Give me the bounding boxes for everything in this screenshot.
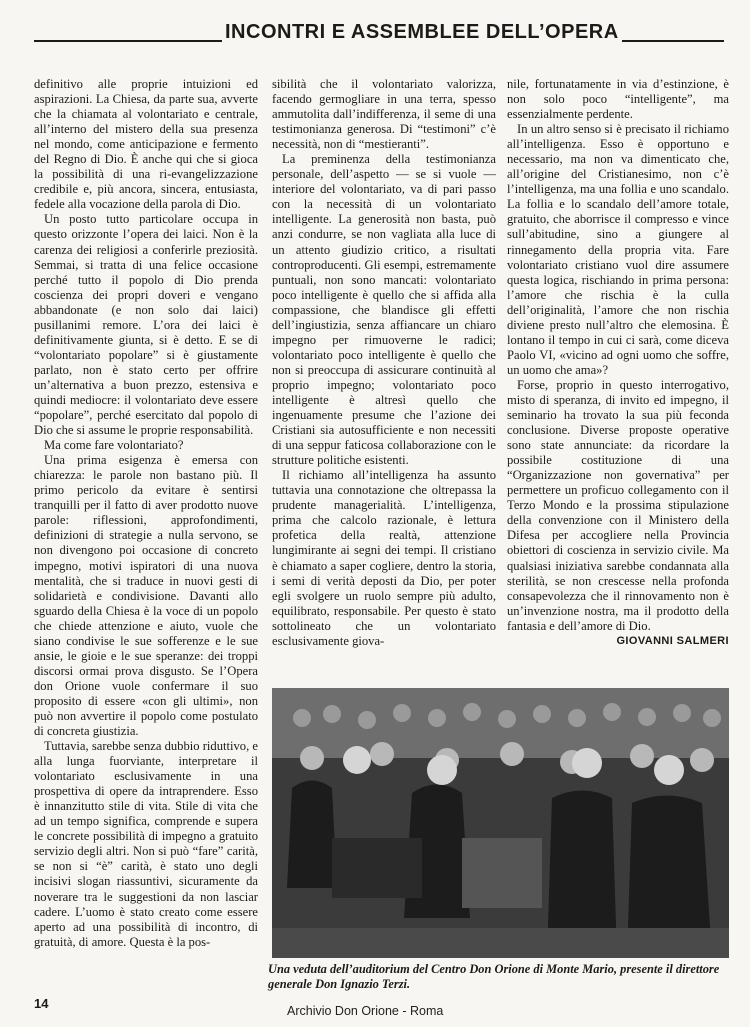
paragraph: Una prima esigenza è emersa con chiarezza: le parole non bastano più. Il primo pericolo da evitare è sentirsi tranquilli per il fatto di aver prodotto nuove parole: riflessioni, approfondimenti, definizioni di strategie a nulla servono, se non divengono poi occasione di concreto impegno, motivi ispiratori di una nuova mentalità, che si traduce in nuovi gesti di solidarietà e condivisione. Davanti allo sguardo della Chiesa è la voce di un popolo che chiede attenzione e aiuto, vuole che siano condivise le sue sofferenze e le sue ansie, le gioie e le sue speranze: dei troppi discorsi ormai prova disgusto. Se l’Opera don Orione vuole confermare il suo proposito di essere «con gli ultimi», non può non avvertire il popolo come postulato di concreta giustizia. [34, 453, 258, 739]
section-title: INCONTRI E ASSEMBLEE DELL’OPERA [222, 21, 622, 44]
paragraph: nile, fortunatamente in via d’estinzione, è non solo poco “intelligente”, ma essenzialmente perdente. [507, 77, 729, 122]
article-column-1 [34, 77, 258, 950]
paragraph: definitivo alle proprie intuizioni ed aspirazioni. La Chiesa, da parte sua, avverte che la chiamata al volontariato e centrale, all’interno del mistero della sua presenza nel mondo, come anticipazione e fermento del Regno di Dio. È anche qui che si gioca la possibilità di una ri-evangelizzazione credibile e, più ancora, sincera, entusiasta, fedele alla vocazione della parola di Dio. [34, 77, 258, 212]
archive-label: Archivio Don Orione - Roma [287, 1004, 444, 1018]
author-signature: GIOVANNI SALMERI [616, 634, 729, 647]
article-column-3 [507, 77, 729, 649]
paragraph: In un altro senso si è precisato il richiamo all’intelligenza. Esso è opportuno e necessario, ma non va dimenticato che, all’origine del Cristianesimo, non c’è l’intelligenza, ma una follia e uno scandalo. La follia e lo scandalo dell’amore totale, gratuito, che aborrisce il compresso e vince sull’abitudine, sino a giungere al rinnegamento della propria vita. Fare volontariato cristiano vuol dire assumere questa logica, rischiando in prima persona: l’amore che rischia è la culla dell’originalità, l’amore che non rischia diviene presto null’altro che elemosina. È lontano il tempo in cui ci sarà, come diceva Paolo VI, «vicino ad ogni uomo che soffre, un uomo che ama»? [507, 122, 729, 377]
article-column-2 [272, 77, 496, 649]
paragraph: Il richiamo all’intelligenza ha assunto tuttavia una connotazione che oltrepassa la prudente managerialità. L’intelligenza, prima che calcolo razionale, è lettura profetica della realtà, attenzione lungimirante ai segni dei tempi. Il cristiano è chiamato a saper cogliere, dentro la storia, i semi di verità deposti da Dio, per poter egli svolgere un ruolo sempre più adulto, equilibrato, responsabile. Per questo è stato sottolineato che un volontariato esclusivamente giova- [272, 468, 496, 648]
page-number: 14 [34, 996, 49, 1011]
paragraph: Un posto tutto particolare occupa in questo orizzonte l’opera dei laici. Non è la carenza dei religiosi a conferirle preziosità. Semmai, si tratta di una felice occasione perché tutto il popolo di Dio prenda coscienza dei propri doveri e vengano abbandonate (e non solo dai laici) pusillanimi remore. L’ora dei laici è definitivamente giunta, si è detto. E se di “volontariato popolare” si è giustamente parlato, non è stato certo per offrire un’alternativa a buon prezzo, estensiva e quindi mediocre: il volontariato deve essere “popolare”, perché esercitato dal popolo di Dio che si assume le proprie responsabilità. [34, 212, 258, 438]
paragraph: Ma come fare volontariato? [44, 438, 184, 453]
paragraph: Tuttavia, sarebbe senza dubbio riduttivo, e alla lunga fuorviante, interpretare il volontariato esclusivamente in una prospettiva di opere da intraprendere. Esso è innanzitutto stile di vita. Stile di vita che ad un tempo significa, comprende e supera le concrete possibilità di impegno a gratuito servizio degli altri. Non si può “fare” carità, se non si “è” carità, è stato uno degli incisivi slogan riassuntivi, sicuramente da noverare tra le suggestioni da non lasciar cadere. L’uomo è stato creato come essere aperto ad una possibilità di incontro, di gratuità, di amore. Questa è la pos- [34, 739, 258, 949]
photo-illustration [272, 688, 729, 958]
paragraph: Forse, proprio in questo interrogativo, misto di speranza, di invito ed impegno, il seminario ha trovato la sua più feconda conclusione. Diverse proposte operative sono state annunciate: da ricordare la possibile costituzione di una “Organizzazione non governativa” per permettere un proficuo collegamento con il Terzo Mondo e la prossima stipulazione della convenzione con il Ministero della Difesa per accogliere nella Provincia obiettori di coscienza in servizio civile. Ma qualsiasi iniziativa sarebbe condannata alla sterilità, se non crescesse nella profonda consapevolezza che il rinnovamento non è un’invenzione nostra, ma il prodotto della fantasia e dell’amore di Dio. [507, 377, 729, 633]
auditorium-photo [272, 688, 729, 958]
paragraph: La preminenza della testimonianza personale, dell’aspetto — se si vuole — interiore del volontariato, va di pari passo con la necessità di un volontariato intelligente. La generosità non basta, può anzi condurre, se non vagliata alla luce di un attento giudizio critico, a risultati controproducenti. Gli esempi, estremamente puntuali, non sono mancati: volontariato poco intelligente è quello che si affida alla compassione, che blandisce gli effetti dell’ingiustizia, senza affiancare un chiaro impegno per rimuoverne le radici; volontariato poco intelligente è quello che non si preoccupa di assicurare continuità al proprio impegno; volontariato poco intelligente è altresì quello che ingenuamente presume che l’azione dei Cristiani sia autosufficiente e non necessiti di una seppur faticosa collaborazione con le strutture politiche esistenti. [272, 152, 496, 468]
photo-caption: Una veduta dell’auditorium del Centro Don Orione di Monte Mario, presente il direttore generale Don Ignazio Terzi. [268, 962, 720, 991]
paragraph: sibilità che il volontariato valorizza, facendo germogliare in una terra, spesso ammutolita dall’indifferenza, il seme di una testimonianza generosa. Di “testimoni” c’è necessità, non di “mestieranti”. [272, 77, 496, 152]
